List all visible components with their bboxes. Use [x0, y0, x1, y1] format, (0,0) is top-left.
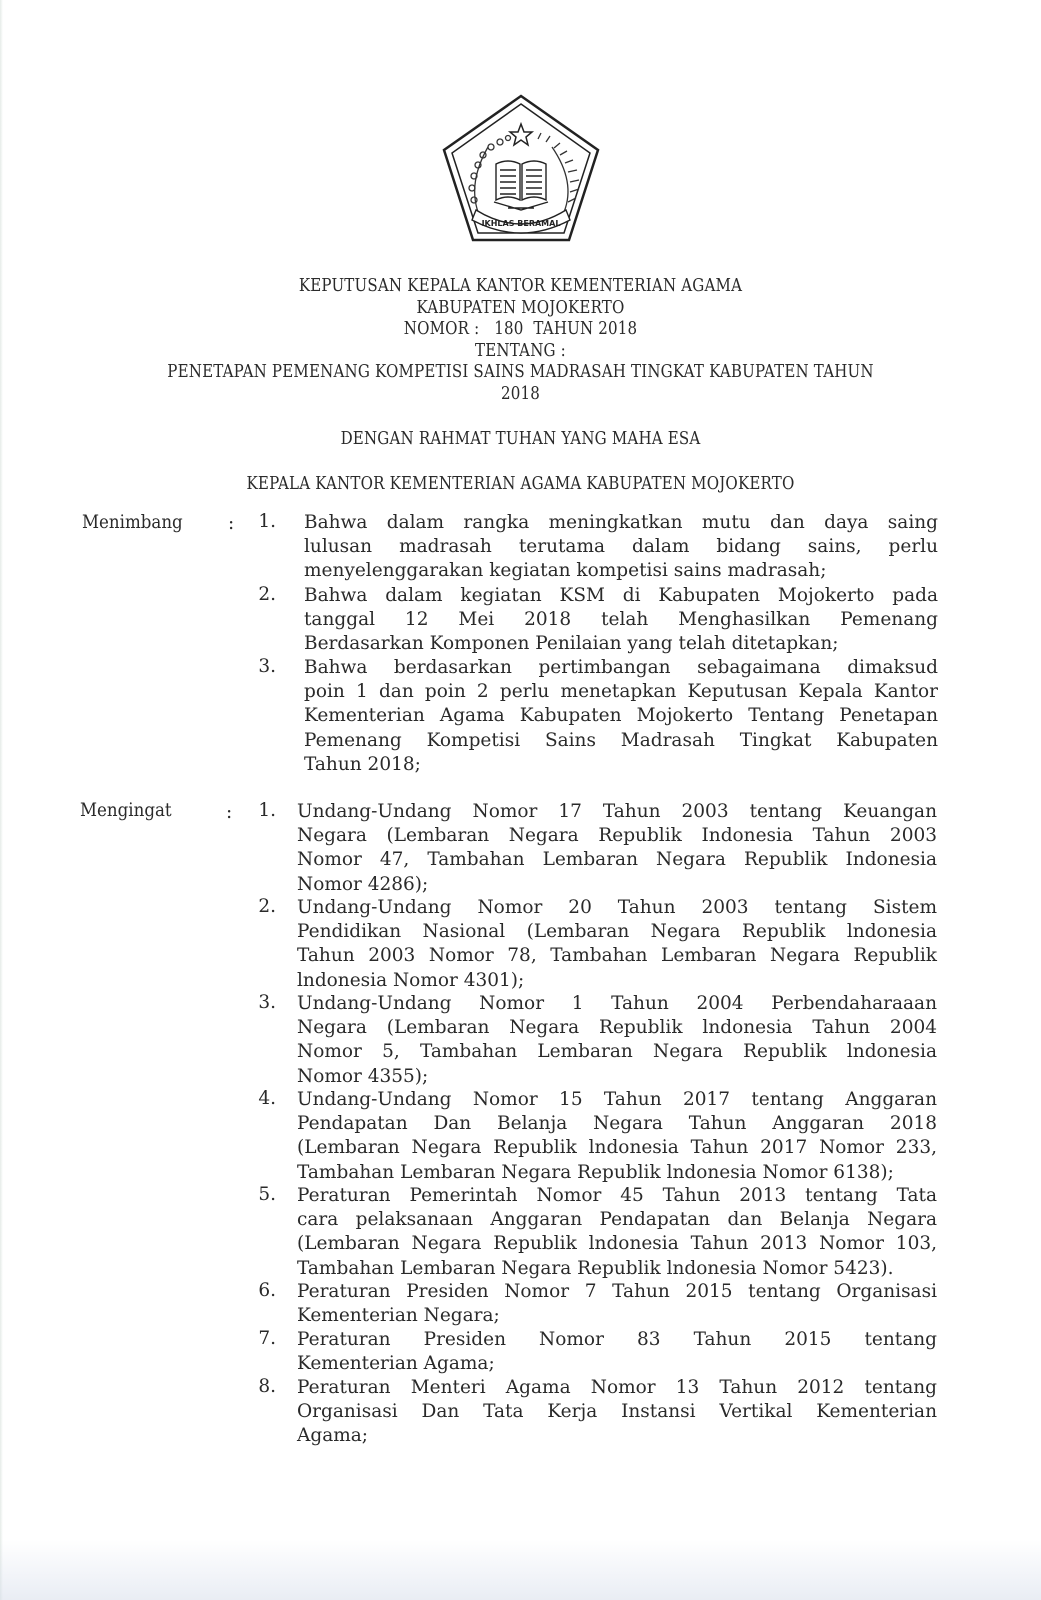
decree-subject-year: 2018	[501, 384, 540, 404]
list-item-line: Nomor 47, Tambahan Lembaran Negara Republik Indonesia	[297, 849, 937, 871]
decree-title-line-1: KEPUTUSAN KEPALA KANTOR KEMENTERIAN AGAMA	[298, 276, 743, 296]
list-item-line: Pemenang Kompetisi Sains Madrasah Tingkat Kabupaten	[304, 729, 938, 751]
list-item-line: Tambahan Lembaran Negara Republik lndonesia Nomor 5423).	[297, 1257, 894, 1279]
list-item-line: poin 1 dan poin 2 perlu menetapkan Keputusan Kepala Kantor	[304, 681, 938, 703]
list-item-line: Berdasarkan Komponen Penilaian yang telah ditetapkan;	[304, 633, 839, 655]
list-item-line: Bahwa berdasarkan pertimbangan sebagaimana dimaksud	[304, 657, 938, 678]
list-item	[297, 1184, 937, 1281]
decree-about-label: TENTANG :	[475, 341, 566, 361]
list-item-line: Kementerian Agama;	[297, 1353, 495, 1375]
list-item-number: 2.	[258, 896, 276, 917]
list-item-line: Undang-Undang Nomor 15 Tahun 2017 tentang Anggaran	[297, 1089, 937, 1110]
list-item-number: 6.	[258, 1280, 276, 1301]
list-item-line: Undang-Undang Nomor 17 Tahun 2003 tentang Keuangan	[297, 801, 937, 822]
list-item	[297, 1376, 937, 1449]
list-item-line: lndonesia Nomor 4301);	[297, 969, 525, 991]
list-item-number: 2.	[258, 584, 276, 605]
list-item-line: Bahwa dalam kegiatan KSM di Kabupaten Mojokerto pada	[304, 585, 938, 606]
list-item-line: Tahun 2003 Nomor 78, Tambahan Lembaran Negara Republik	[297, 945, 937, 967]
list-item-line: menyelenggarakan kegiatan kompetisi sains madrasah;	[304, 560, 827, 582]
list-item-line: Negara (Lembaran Negara Republik Indonesia Tahun 2003	[297, 825, 937, 847]
list-item-number: 7.	[258, 1328, 276, 1349]
list-item-line: Nomor 4355);	[297, 1065, 429, 1087]
list-item	[297, 992, 937, 1089]
list-item-line: (Lembaran Negara Republik lndonesia Tahun 2017 Nomor 233,	[297, 1137, 937, 1159]
list-item-line: Peraturan Pemerintah Nomor 45 Tahun 2013 tentang Tata	[297, 1185, 937, 1206]
list-item	[297, 1088, 937, 1185]
list-item	[304, 511, 938, 584]
list-item-line: Kementerian Agama Kabupaten Mojokerto Tentang Penetapan	[304, 705, 938, 727]
list-item	[297, 1280, 937, 1328]
list-item-line: Kementerian Negara;	[297, 1305, 500, 1327]
emblem-motto: IKHLAS BERAMAL	[481, 219, 561, 228]
list-item-line: lulusan madrasah terutama dalam bidang sains, perlu	[304, 536, 938, 558]
list-item-line: Peraturan Menteri Agama Nomor 13 Tahun 2012 tentang	[297, 1377, 937, 1398]
list-item-line: Nomor 4286);	[297, 873, 429, 895]
scan-shadow	[0, 1540, 1041, 1600]
decree-number: NOMOR : 180 TAHUN 2018	[403, 319, 638, 339]
list-item	[304, 584, 938, 657]
decree-subject: PENETAPAN PEMENANG KOMPETISI SAINS MADRASAH TINGKAT KABUPATEN TAHUN	[167, 362, 874, 382]
scan-edge	[0, 0, 3, 1600]
list-item-line: tanggal 12 Mei 2018 telah Menghasilkan Pemenang	[304, 609, 938, 631]
list-item-number: 5.	[258, 1184, 276, 1205]
list-item-line: Tahun 2018;	[304, 753, 421, 775]
list-item	[297, 896, 937, 993]
section-label-menimbang: Menimbang	[82, 512, 183, 533]
list-item	[304, 656, 938, 777]
list-item-line: cara pelaksanaan Anggaran Pendapatan dan Belanja Negara	[297, 1209, 937, 1231]
kementerian-agama-emblem-icon	[438, 92, 604, 244]
list-item-number: 3.	[258, 992, 276, 1013]
list-item	[297, 1328, 937, 1376]
list-item-line: Pendapatan Dan Belanja Negara Tahun Anggaran 2018	[297, 1113, 937, 1135]
list-item-line: (Lembaran Negara Republik lndonesia Tahun 2013 Nomor 103,	[297, 1233, 937, 1255]
list-item-line: Nomor 5, Tambahan Lembaran Negara Republik lndonesia	[297, 1041, 937, 1063]
section-colon: :	[226, 802, 233, 823]
list-item-number: 8.	[258, 1376, 276, 1397]
list-item-number: 1.	[258, 800, 276, 821]
decree-title-line-2: KABUPATEN MOJOKERTO	[416, 298, 625, 318]
list-item-line: Organisasi Dan Tata Kerja Instansi Vertikal Kementerian	[297, 1401, 937, 1423]
section-label-mengingat: Mengingat	[80, 800, 172, 821]
list-item-line: Undang-Undang Nomor 20 Tahun 2003 tentang Sistem	[297, 897, 937, 918]
list-item-line: Pendidikan Nasional (Lembaran Negara Republik lndonesia	[297, 921, 937, 943]
list-item-number: 1.	[258, 511, 276, 532]
issuing-authority: KEPALA KANTOR KEMENTERIAN AGAMA KABUPATEN MOJOKERTO	[246, 474, 795, 494]
list-item-line: Undang-Undang Nomor 1 Tahun 2004 Perbendaharaaan	[297, 993, 937, 1014]
list-item-number: 3.	[258, 656, 276, 677]
list-item-line: Peraturan Presiden Nomor 7 Tahun 2015 tentang Organisasi	[297, 1281, 937, 1302]
list-item-line: Peraturan Presiden Nomor 83 Tahun 2015 tentang	[297, 1329, 937, 1350]
list-item-line: Negara (Lembaran Negara Republik lndonesia Tahun 2004	[297, 1017, 937, 1039]
list-item-line: Bahwa dalam rangka meningkatkan mutu dan daya saing	[304, 512, 938, 533]
invocation: DENGAN RAHMAT TUHAN YANG MAHA ESA	[340, 429, 701, 449]
list-item-line: Tambahan Lembaran Negara Republik lndonesia Nomor 6138);	[297, 1161, 894, 1183]
list-item	[297, 800, 937, 897]
section-colon: :	[228, 513, 235, 534]
list-item-line: Agama;	[297, 1425, 369, 1447]
list-item-number: 4.	[258, 1088, 276, 1109]
